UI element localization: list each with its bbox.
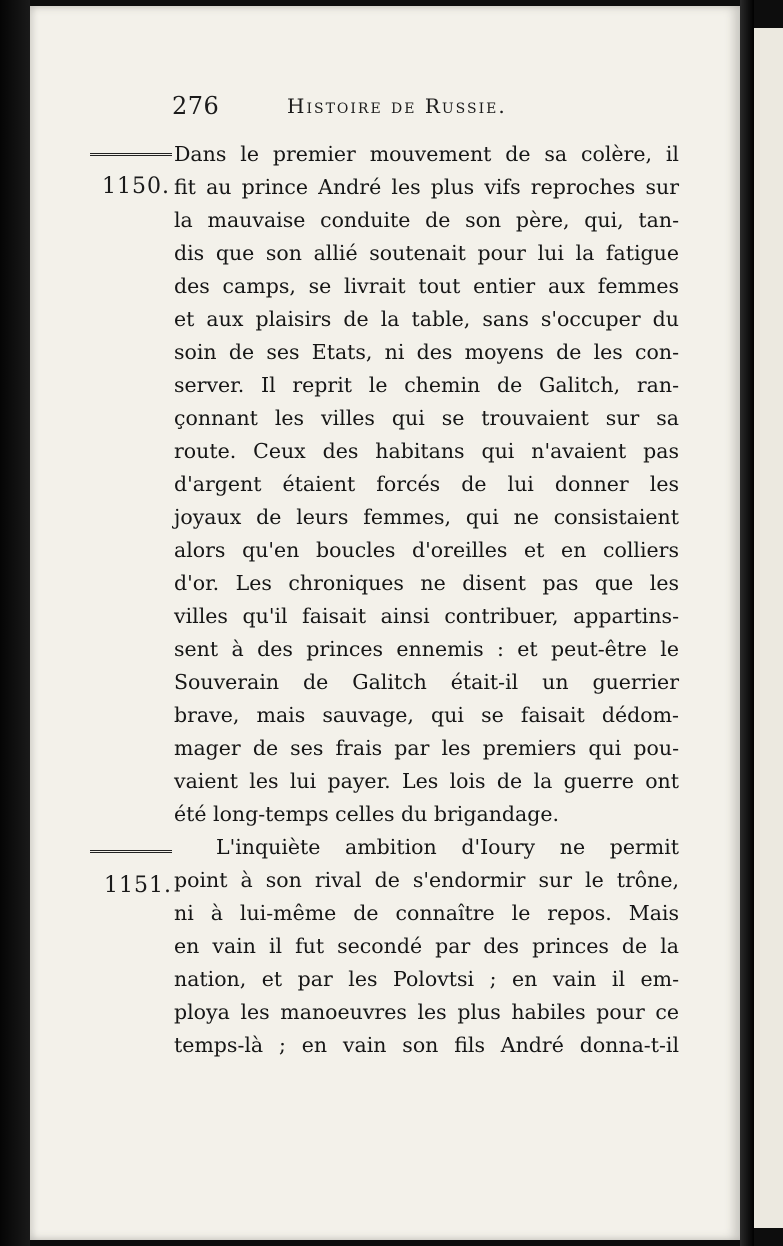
body-text	[174, 138, 679, 1062]
margin-rule	[90, 850, 172, 853]
running-title: Histoire de Russie.	[287, 94, 507, 118]
text-line: en vain il fut secondé par des princes de la	[174, 934, 679, 958]
margin-year: 1150.	[102, 174, 170, 199]
text-line: mager de ses frais par les premiers qui pou-	[174, 736, 679, 760]
text-line: ploya les manoeuvres les plus habiles pour ce	[174, 1000, 679, 1024]
text-line: des camps, se livrait tout entier aux femmes	[174, 274, 679, 298]
text-line: alors qu'en boucles d'oreilles et en colliers	[174, 538, 679, 562]
text-line: dis que son allié soutenait pour lui la fatigue	[174, 241, 679, 265]
scan-left-edge	[0, 0, 30, 1246]
text-line: L'inquiète ambition d'Ioury ne permit	[216, 835, 679, 859]
adjacent-page-edge	[754, 28, 783, 1228]
text-line: temps-là ; en vain son fils André donna-t-il	[174, 1033, 679, 1057]
text-line: été long-temps celles du brigandage.	[174, 802, 560, 826]
text-line: fit au prince André les plus vifs reproches sur	[174, 175, 679, 199]
text-line: server. Il reprit le chemin de Galitch, ran-	[174, 373, 679, 397]
text-line: nation, et par les Polovtsi ; en vain il em-	[174, 967, 679, 991]
paragraph	[174, 831, 679, 1062]
paragraph	[174, 138, 679, 831]
text-line: Souverain de Galitch était-il un guerrier	[174, 670, 679, 694]
text-line: villes qu'il faisait ainsi contribuer, appartins-	[174, 604, 679, 628]
text-line: sent à des princes ennemis : et peut-être le	[174, 637, 679, 661]
text-line: d'argent étaient forcés de lui donner les	[174, 472, 679, 496]
running-head	[172, 92, 592, 126]
page-number: 276	[172, 92, 220, 120]
text-line: Dans le premier mouvement de sa colère, il	[174, 142, 679, 166]
text-line: la mauvaise conduite de son père, qui, tan-	[174, 208, 679, 232]
text-line: joyaux de leurs femmes, qui ne consistaient	[174, 505, 679, 529]
text-line: vaient les lui payer. Les lois de la guerre ont	[174, 769, 679, 793]
margin-year: 1151.	[104, 873, 172, 898]
text-line: et aux plaisirs de la table, sans s'occuper du	[174, 307, 679, 331]
text-line: route. Ceux des habitans qui n'avaient pas	[174, 439, 679, 463]
text-line: brave, mais sauvage, qui se faisait dédom-	[174, 703, 679, 727]
text-line: ni à lui-même de connaître le repos. Mais	[174, 901, 679, 925]
text-line: soin de ses Etats, ni des moyens de les con-	[174, 340, 679, 364]
text-line: d'or. Les chroniques ne disent pas que les	[174, 571, 679, 595]
text-line: point à son rival de s'endormir sur le trône,	[174, 868, 679, 892]
text-line: çonnant les villes qui se trouvaient sur sa	[174, 406, 679, 430]
book-gutter	[740, 0, 754, 1246]
margin-rule	[90, 153, 172, 156]
